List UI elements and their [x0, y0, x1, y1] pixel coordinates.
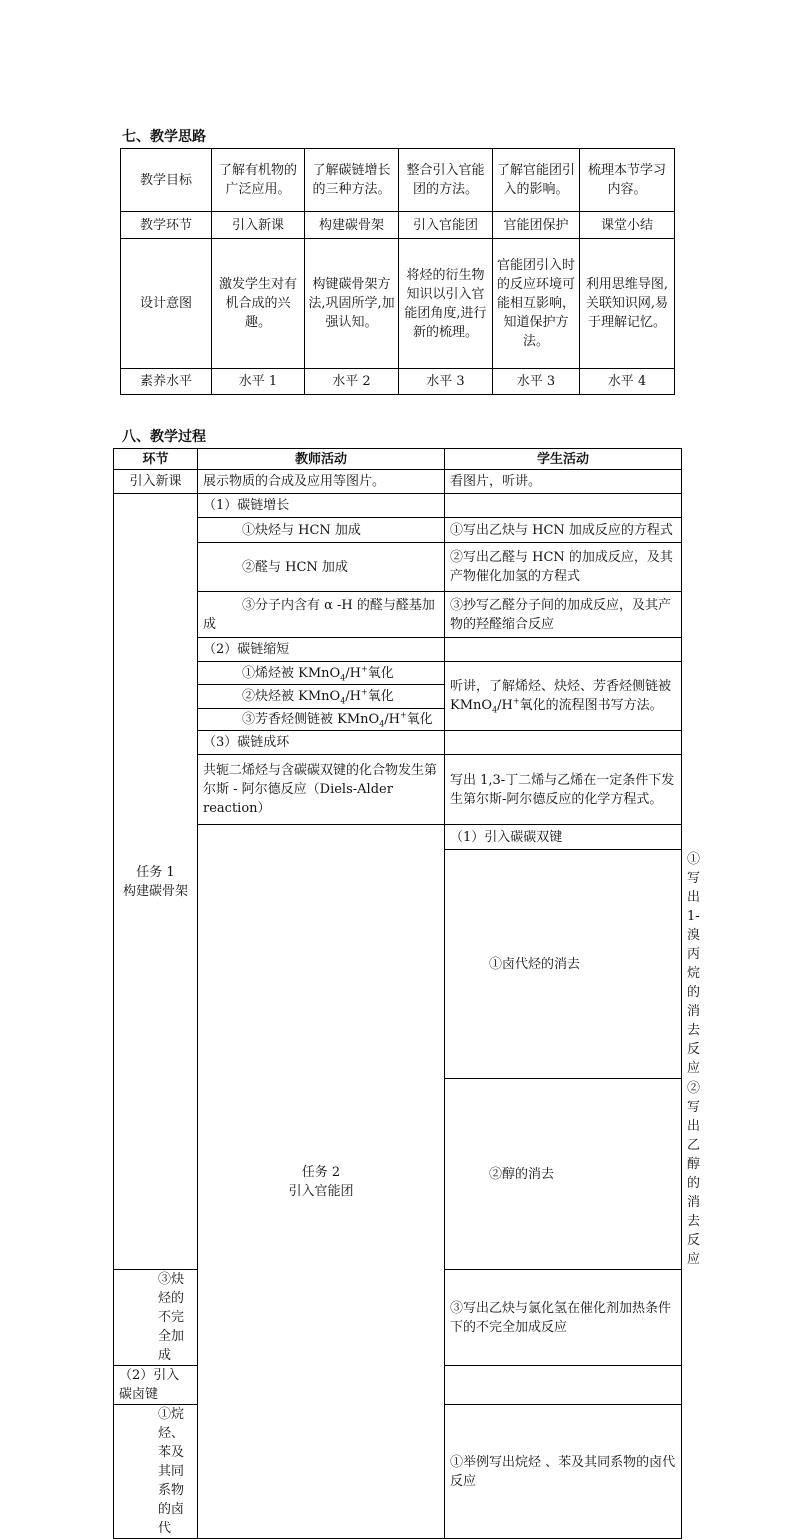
formula-text: /H [497, 698, 513, 713]
intro-teacher: 展示物质的合成及应用等图片。 [198, 470, 445, 494]
level-cell: 水平 1 [212, 369, 305, 395]
teacher-activity: ①炔烃与 HCN 加成 [198, 518, 445, 543]
intro-row [114, 470, 682, 494]
table-row [114, 518, 682, 543]
teacher-activity: ②醛与 HCN 加成 [198, 543, 445, 592]
formula-superscript: + [361, 687, 368, 697]
intent-cell: 将烃的衍生物知识以引入官能团角度,进行新的梳理。 [399, 239, 493, 369]
section7-heading: 七、教学思路 [122, 129, 206, 145]
level-cell: 水平 3 [399, 369, 493, 395]
teacher-activity [198, 662, 445, 685]
table-row [114, 592, 682, 638]
level-cell: 水平 4 [580, 369, 675, 395]
empty-cell [445, 494, 682, 518]
formula-text: /H [345, 689, 361, 704]
intro-stage: 引入新课 [114, 470, 198, 494]
teacher-activity-text: ③分子内含有 α -H 的醛与醛基加成 [203, 597, 435, 632]
table-row [114, 638, 682, 662]
formula-text: 氧化 [367, 665, 394, 681]
stage-cell: 课堂小结 [580, 212, 675, 239]
intent-row [121, 239, 675, 369]
table-row [114, 731, 682, 755]
table-row [114, 825, 682, 850]
stage-row [121, 212, 675, 239]
task1-label [114, 494, 198, 1270]
table-row [114, 494, 682, 518]
formula-subscript: 4 [379, 719, 385, 729]
formula-text: ①烯烃被 KMnO [242, 665, 341, 681]
level-cell: 水平 2 [305, 369, 399, 395]
formula-superscript: + [400, 710, 407, 720]
task1-label-title: 构建碳骨架 [122, 883, 188, 899]
empty-cell [445, 1366, 682, 1405]
intent-cell: 构键碳骨架方法,巩固所学,加强认知。 [305, 239, 399, 369]
student-activity: ③抄写乙醛分子间的加成反应，及其产物的羟醛缩合反应 [445, 592, 682, 638]
section8-heading: 八、教学过程 [122, 429, 206, 445]
table-row: ②醇的消去 ②写出乙醇的消去反应 [114, 1079, 682, 1270]
goal-cell: 了解碳链增长的三种方法。 [305, 149, 399, 212]
task2-subsection-title: （1）引入碳碳双键 [445, 825, 682, 850]
stage-cell: 引入新课 [212, 212, 305, 239]
intro-student: 看图片，听讲。 [445, 470, 682, 494]
level-row [121, 369, 675, 395]
table-row [114, 662, 682, 685]
formula-text: /H [345, 665, 361, 681]
table-row [114, 755, 682, 825]
teacher-activity: ①卤代烃的消去 [445, 850, 682, 1079]
task2-label [198, 825, 445, 1539]
goal-cell: 了解官能团引入的影响。 [493, 149, 580, 212]
task1-subsection-title: （1）碳链增长 [198, 494, 445, 518]
teacher-activity [198, 592, 445, 638]
teacher-activity: ①烷烃、苯及其同系物的卤代 [114, 1405, 198, 1539]
stage-label: 教学环节 [121, 212, 212, 239]
student-activity: 写出 1,3-丁二烯与乙烯在一定条件下发生第尔斯-阿尔德反应的化学方程式。 [445, 755, 682, 825]
task1-subsection-title: （3）碳链成环 [198, 731, 445, 755]
intent-cell: 激发学生对有机合成的兴趣。 [212, 239, 305, 369]
task1-label-number: 任务 1 [136, 864, 175, 880]
level-label: 素养水平 [121, 369, 212, 395]
formula-subscript: 4 [340, 673, 346, 683]
teaching-approach-table [120, 148, 675, 395]
empty-cell [445, 638, 682, 662]
goal-cell: 整合引入官能团的方法。 [399, 149, 493, 212]
intent-cell: 官能团引入时的反应环境可能相互影响，知道保护方法。 [493, 239, 580, 369]
teacher-activity [198, 709, 445, 731]
formula-text: 氧化 [367, 689, 394, 704]
student-activity [445, 662, 682, 731]
goal-cell: 梳理本节学习内容。 [580, 149, 675, 212]
formula-text: ②炔烃被 KMnO [242, 689, 341, 704]
teacher-activity: ②醇的消去 [445, 1079, 682, 1270]
table-row: ①卤代烃的消去 ①写出 1-溴丙烷的消去反应 [114, 850, 682, 1079]
goal-cell: 了解有机物的广泛应用。 [212, 149, 305, 212]
table-row [114, 543, 682, 592]
formula-text: /H [384, 712, 400, 727]
formula-superscript: + [512, 696, 520, 706]
teaching-process-table [113, 448, 701, 1539]
task2-label-number: 任务 2 [301, 1164, 341, 1180]
student-activity: ②写出乙醛与 HCN 的加成反应，及其产物催化加氢的方程式 [445, 543, 682, 592]
student-activity: ①举例写出烷烃 、苯及其同系物的卤代反应 [445, 1405, 682, 1539]
col-header-teacher: 教师活动 [198, 449, 445, 470]
stage-cell: 官能团保护 [493, 212, 580, 239]
task1-subsection-title: （2）碳链缩短 [198, 638, 445, 662]
formula-text: 氧化 [406, 712, 433, 727]
student-activity: ①写出乙炔与 HCN 加成反应的方程式 [445, 518, 682, 543]
intent-label: 设计意图 [121, 239, 212, 369]
task2-subsection-title: （2）引入碳卤键 [114, 1366, 198, 1405]
stage-cell: 构建碳骨架 [305, 212, 399, 239]
intent-cell: 利用思维导图,关联知识网,易于理解记忆。 [580, 239, 675, 369]
level-cell: 水平 3 [493, 369, 580, 395]
task2-label-title: 引入官能团 [288, 1183, 354, 1199]
stage-cell: 引入官能团 [399, 212, 493, 239]
teacher-activity: ③炔烃的不完全加成 [114, 1270, 198, 1366]
formula-superscript: + [361, 664, 368, 674]
empty-cell [445, 731, 682, 755]
teacher-activity: 共轭二烯烃与含碳碳双键的化合物发生第尔斯 - 阿尔德反应（Diels-Alder reaction） [198, 755, 445, 825]
goal-label: 教学目标 [121, 149, 212, 212]
header-row [114, 449, 682, 470]
formula-text: 氧化的流程图书写方法。 [519, 698, 663, 713]
formula-subscript: 4 [340, 696, 346, 706]
student-activity: ③写出乙炔与氯化氢在催化剂加热条件下的不完全加成反应 [445, 1270, 682, 1366]
col-header-student: 学生活动 [445, 449, 682, 470]
formula-text: 听讲，了解烯烃、炔烃、芳香烃侧链被 KMnO [450, 679, 672, 713]
formula-subscript: 4 [492, 705, 498, 715]
col-header-stage: 环节 [114, 449, 198, 470]
teacher-activity [198, 685, 445, 709]
goal-row [121, 149, 675, 212]
formula-text: ③芳香烃侧链被 KMnO [242, 712, 380, 727]
